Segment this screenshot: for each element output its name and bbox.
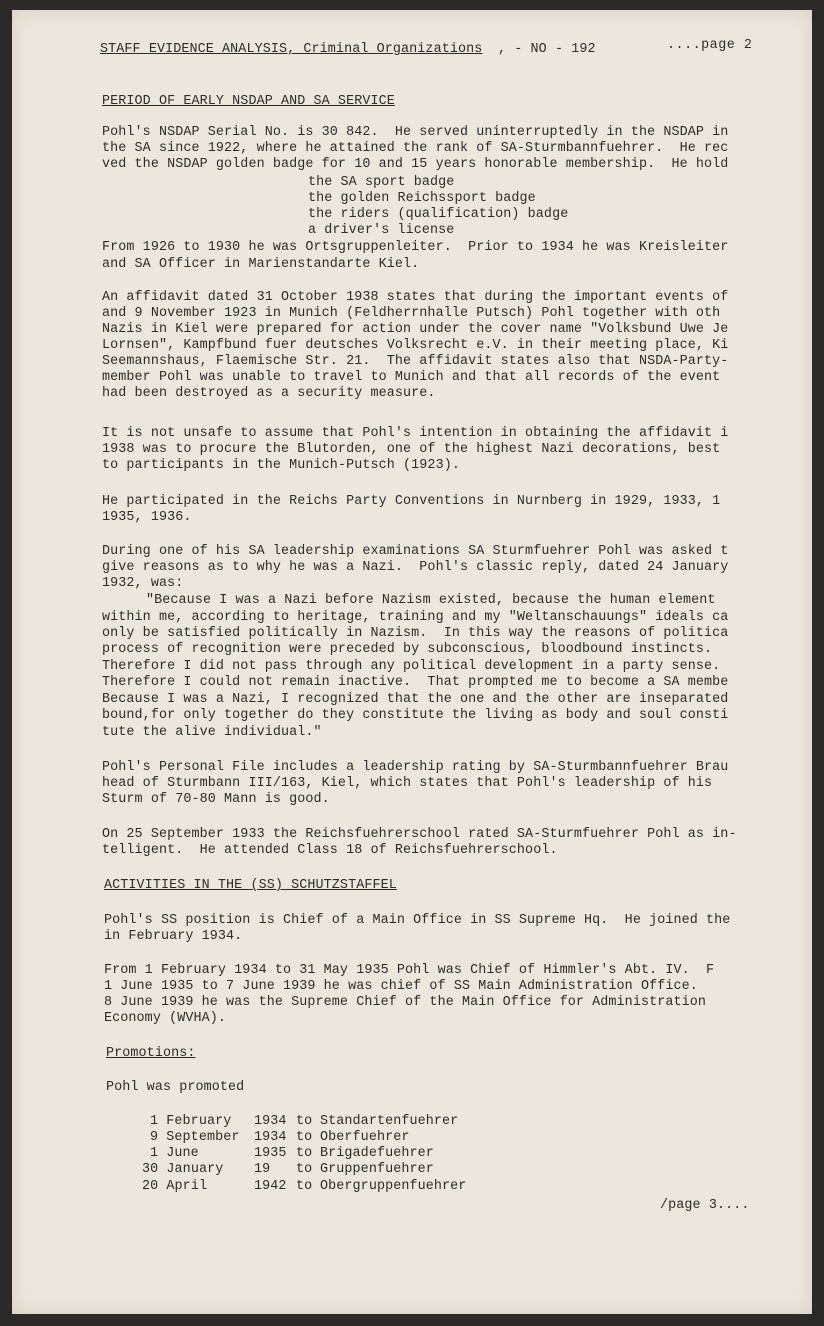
text-line: From 1 February 1934 to 31 May 1935 Pohl was Chief of Himmler's Abt. IV. F [104, 963, 715, 978]
document-page [12, 10, 812, 1314]
promotions-heading: Promotions: [106, 1046, 196, 1061]
promotion-to: to [296, 1114, 313, 1129]
text-line: to participants in the Munich-Putsch (1923). [102, 458, 460, 473]
text-line: member Pohl was unable to travel to Munich and that all records of the event [102, 370, 721, 385]
promotion-to: to [296, 1179, 313, 1194]
text-line: He participated in the Reichs Party Conventions in Nurnberg in 1929, 1933, 1 [102, 494, 721, 509]
quote-line: bound,for only together do they constitute the living as body and soul consti [102, 708, 729, 723]
promotion-date: 20 April [142, 1179, 208, 1194]
text-line: Economy (WVHA). [104, 1011, 227, 1026]
promotion-year: 1942 [254, 1179, 287, 1194]
text-line: had been destroyed as a security measure. [102, 386, 436, 401]
promotion-rank: Brigadefuehrer [320, 1146, 434, 1161]
text-line: Seemannshaus, Flaemische Str. 21. The affidavit states also that NSDA-Party- [102, 354, 729, 369]
text-line: 8 June 1939 he was the Supreme Chief of the Main Office for Administration [104, 995, 707, 1010]
text-line: 1932, was: [102, 576, 184, 591]
text-line: Sturm of 70-80 Mann is good. [102, 792, 330, 807]
text-line: 1 June 1935 to 7 June 1939 he was chief of SS Main Administration Office. [104, 979, 698, 994]
text-line: An affidavit dated 31 October 1938 states that during the important events of [102, 290, 729, 305]
text-line: During one of his SA leadership examinations SA Sturmfuehrer Pohl was asked t [102, 544, 729, 559]
promotion-year: 1935 [254, 1146, 287, 1161]
promotion-rank: Obergruppenfuehrer [320, 1179, 467, 1194]
quote-line: tute the alive individual." [102, 725, 322, 740]
text-line: Pohl's NSDAP Serial No. is 30 842. He served uninterruptedly in the NSDAP in [102, 125, 729, 140]
promotion-date: 30 January [142, 1162, 224, 1177]
quote-line: "Because I was a Nazi before Nazism existed, because the human element [146, 593, 716, 608]
quote-line: Therefore I did not pass through any political development in a party sense. [102, 659, 721, 674]
promotion-year: 1934 [254, 1114, 287, 1129]
page-indicator: ....page 2 [667, 38, 753, 53]
quote-line: only be satisfied politically in Nazism. In this way the reasons of politica [102, 626, 729, 641]
badge-item: a driver's license [308, 223, 455, 238]
text-line: Pohl's SS position is Chief of a Main Office in SS Supreme Hq. He joined the [104, 913, 731, 928]
badge-item: the riders (qualification) badge [308, 207, 569, 222]
promotion-date: 9 September [150, 1130, 240, 1145]
promotion-rank: Standartenfuehrer [320, 1114, 459, 1129]
promotion-to: to [296, 1130, 313, 1145]
text-line: 1935, 1936. [102, 510, 192, 525]
text-line: head of Sturmbann III/163, Kiel, which states that Pohl's leadership of his [102, 776, 713, 791]
promotion-year: 19 [254, 1162, 271, 1177]
text-line: From 1926 to 1930 he was Ortsgruppenleiter. Prior to 1934 he was Kreisleiter [102, 240, 729, 255]
text-line: telligent. He attended Class 18 of Reichsfuehrerschool. [102, 843, 558, 858]
text-line: It is not unsafe to assume that Pohl's intention in obtaining the affidavit i [102, 426, 729, 441]
badge-item: the golden Reichssport badge [308, 191, 536, 206]
next-page-indicator: /page 3.... [660, 1198, 750, 1213]
promotion-year: 1934 [254, 1130, 287, 1145]
quote-line: within me, according to heritage, training and my "Weltanschauungs" ideals ca [102, 610, 729, 625]
quote-line: process of recognition were preceded by subconscious, bloodbound instincts. [102, 642, 713, 657]
document-number: , - NO - 192 [498, 42, 596, 57]
promotion-date: 1 February [150, 1114, 232, 1129]
quote-line: Therefore I could not remain inactive. That prompted me to become a SA membe [102, 675, 729, 690]
text-line: ved the NSDAP golden badge for 10 and 15 years honorable membership. He hold [102, 157, 729, 172]
text-line: give reasons as to why he was a Nazi. Pohl's classic reply, dated 24 January [102, 560, 729, 575]
text-line: 1938 was to procure the Blutorden, one of the highest Nazi decorations, best [102, 442, 721, 457]
text-line: in February 1934. [104, 929, 243, 944]
badge-item: the SA sport badge [308, 175, 455, 190]
section-heading-ss: ACTIVITIES IN THE (SS) SCHUTZSTAFFEL [104, 878, 397, 893]
section-heading-early-nsdap: PERIOD OF EARLY NSDAP AND SA SERVICE [102, 94, 395, 109]
text-line: Nazis in Kiel were prepared for action under the cover name "Volksbund Uwe Je [102, 322, 729, 337]
text-line: Lornsen", Kampfbund fuer deutsches Volksrecht e.V. in their meeting place, Ki [102, 338, 729, 353]
promotion-rank: Oberfuehrer [320, 1130, 410, 1145]
text-line: and 9 November 1923 in Munich (Feldherrnhalle Putsch) Pohl together with oth [102, 306, 721, 321]
text-line: Pohl's Personal File includes a leadership rating by SA-Sturmbannfuehrer Brau [102, 760, 729, 775]
text-line: and SA Officer in Marienstandarte Kiel. [102, 257, 420, 272]
text-line: On 25 September 1933 the Reichsfuehrerschool rated SA-Sturmfuehrer Pohl as in- [102, 827, 737, 842]
promotion-to: to [296, 1162, 313, 1177]
document-title: STAFF EVIDENCE ANALYSIS, Criminal Organizations [100, 42, 483, 57]
promotions-intro: Pohl was promoted [106, 1080, 245, 1095]
text-line: the SA since 1922, where he attained the rank of SA-Sturmbannfuehrer. He rec [102, 141, 729, 156]
quote-line: Because I was a Nazi, I recognized that the one and the other are inseparated [102, 692, 729, 707]
promotion-date: 1 June [150, 1146, 199, 1161]
promotion-to: to [296, 1146, 313, 1161]
promotion-rank: Gruppenfuehrer [320, 1162, 434, 1177]
